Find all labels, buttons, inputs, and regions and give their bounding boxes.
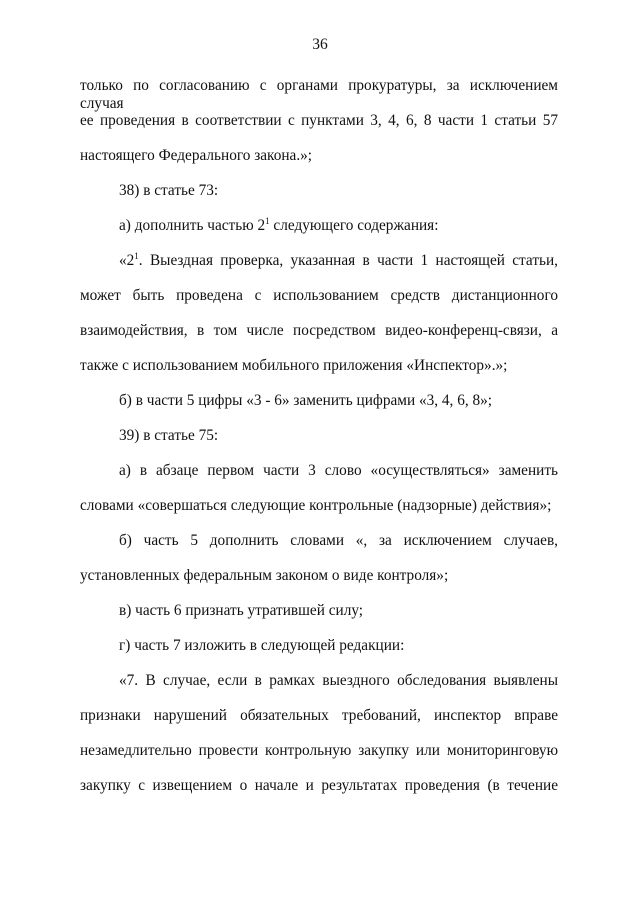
quote-7-line-3: незамедлительно провести контрольную закупку или мониторинговую (80, 742, 558, 759)
quote-7-line-1: «7. В случае, если в рамках выездного обследования выявлены (119, 672, 558, 689)
item-39-heading: 39) в статье 75: (119, 427, 219, 444)
text-line-1: только по согласованию с органами прокуратуры, за исключением случая (80, 77, 558, 112)
item-38-heading: 38) в статье 73: (119, 182, 219, 199)
text-line-7: может быть проведена с использованием средств дистанционного (80, 287, 558, 304)
item-38b: б) в части 5 цифры «3 - 6» заменить цифрами «3, 4, 6, 8»; (119, 392, 493, 409)
superscript: 1 (265, 216, 270, 226)
item-38a (119, 217, 438, 235)
text-line-8: взаимодействия, в том числе посредством видео-конференц-связи, а (80, 322, 558, 339)
item-39b-line-1: б) часть 5 дополнить словами «, за исключением случаев, (119, 532, 558, 549)
text-line-9: также с использованием мобильного приложения «Инспектор».»; (80, 357, 508, 374)
superscript: 1 (134, 251, 139, 261)
text-line-3: настоящего Федерального закона.»; (80, 147, 313, 164)
text-line-2: ее проведения в соответствии с пунктами 3, 4, 6, 8 части 1 статьи 57 (80, 112, 558, 129)
item-39a-line-1: а) в абзаце первом части 3 слово «осуществляться» заменить (119, 462, 558, 479)
item-39g: г) часть 7 изложить в следующей редакции: (119, 637, 405, 654)
quote-2-1-number: «2 (119, 252, 135, 269)
item-39b-line-2: установленных федеральным законом о виде контроля»; (80, 567, 449, 584)
quote-7-line-4: закупку с извещением о начале и результатах проведения (в течение (80, 777, 558, 794)
quote-2-1-text: . Выездная проверка, указанная в части 1 настоящей статьи, (138, 252, 558, 269)
quote-7-line-2: признаки нарушений обязательных требований, инспектор вправе (80, 707, 558, 724)
item-39a-line-2: словами «совершаться следующие контрольные (надзорные) действия»; (80, 497, 552, 514)
quote-2-1-line-1 (119, 252, 558, 270)
page-number: 36 (312, 36, 328, 53)
item-38a-text: а) дополнить частью 2 (119, 217, 266, 234)
item-38a-text-cont: следующего содержания: (269, 217, 439, 234)
item-39v: в) часть 6 признать утратившей силу; (119, 602, 364, 619)
